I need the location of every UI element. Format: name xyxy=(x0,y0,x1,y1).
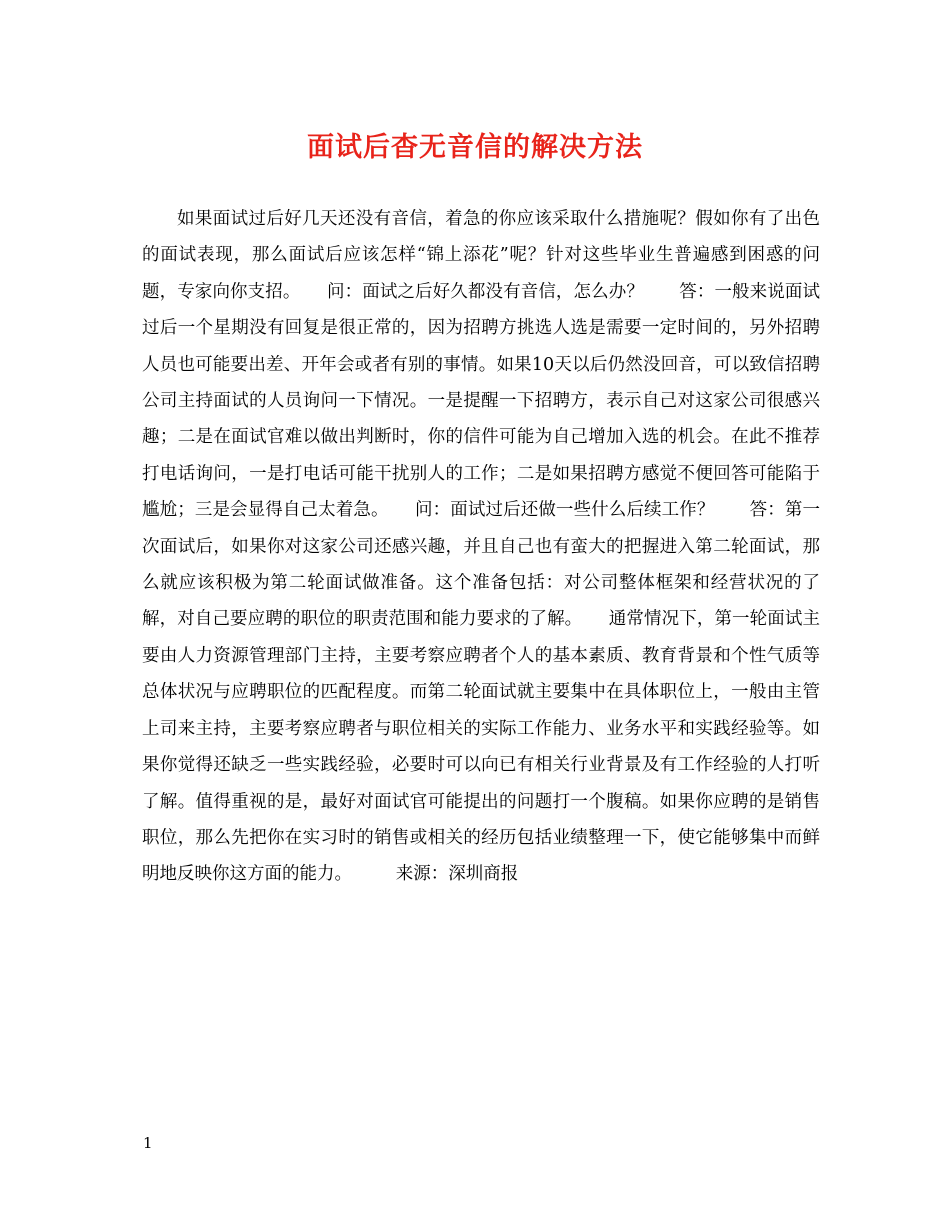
article-body: 如果面试过后好几天还没有音信，着急的你应该采取什么措施呢？假如你有了出色的面试表现，那么面试后应该怎样“锦上添花”呢？针对这些毕业生普遍感到困惑的问题，专家向你支招。 问：面试之后好久都没有音信，怎么办？ 答：一般来说面试过后一个星期没有回复是很正常的，因为招聘方挑选人选是需要一定时间的，另外招聘人员也可能要出差、开年会或者有别的事情。如果10天以后仍然没回音，可以致信招聘公司主持面试的人员询问一下情况。一是提醒一下招聘方，表示自己对这家公司很感兴趣；二是在面试官难以做出判断时，你的信件可能为自己增加入选的机会。在此不推荐打电话询问，一是打电话可能干扰别人的工作；二是如果招聘方感觉不便回答可能陷于尴尬；三是会显得自己太着急。 问：面试过后还做一些什么后续工作？ 答：第一次面试后，如果你对这家公司还感兴趣，并且自己也有蛮大的把握进入第二轮面试，那么就应该积极为第二轮面试做准备。这个准备包括：对公司整体框架和经营状况的了解，对自己要应聘的职位的职责范围和能力要求的了解。 通常情况下，第一轮面试主要由人力资源管理部门主持，主要考察应聘者个人的基本素质、教育背景和个性气质等总体状况与应聘职位的匹配程度。而第二轮面试就主要集中在具体职位上，一般由主管上司来主持，主要考察应聘者与职位相关的实际工作能力、业务水平和实践经验等。如果你觉得还缺乏一些实践经验，必要时可以向已有相关行业背景及有工作经验的人打听了解。值得重视的是，最好对面试官可能提出的问题打一个腹稿。如果你应聘的是销售职位，那么先把你在实习时的销售或相关的经历包括业绩整理一下，使它能够集中而鲜明地反映你这方面的能力。 来源：深圳商报 xyxy=(142,209,820,885)
document-title: 面试后杳无音信的解决方法 xyxy=(307,132,643,163)
page-number: 1 xyxy=(143,1134,153,1152)
